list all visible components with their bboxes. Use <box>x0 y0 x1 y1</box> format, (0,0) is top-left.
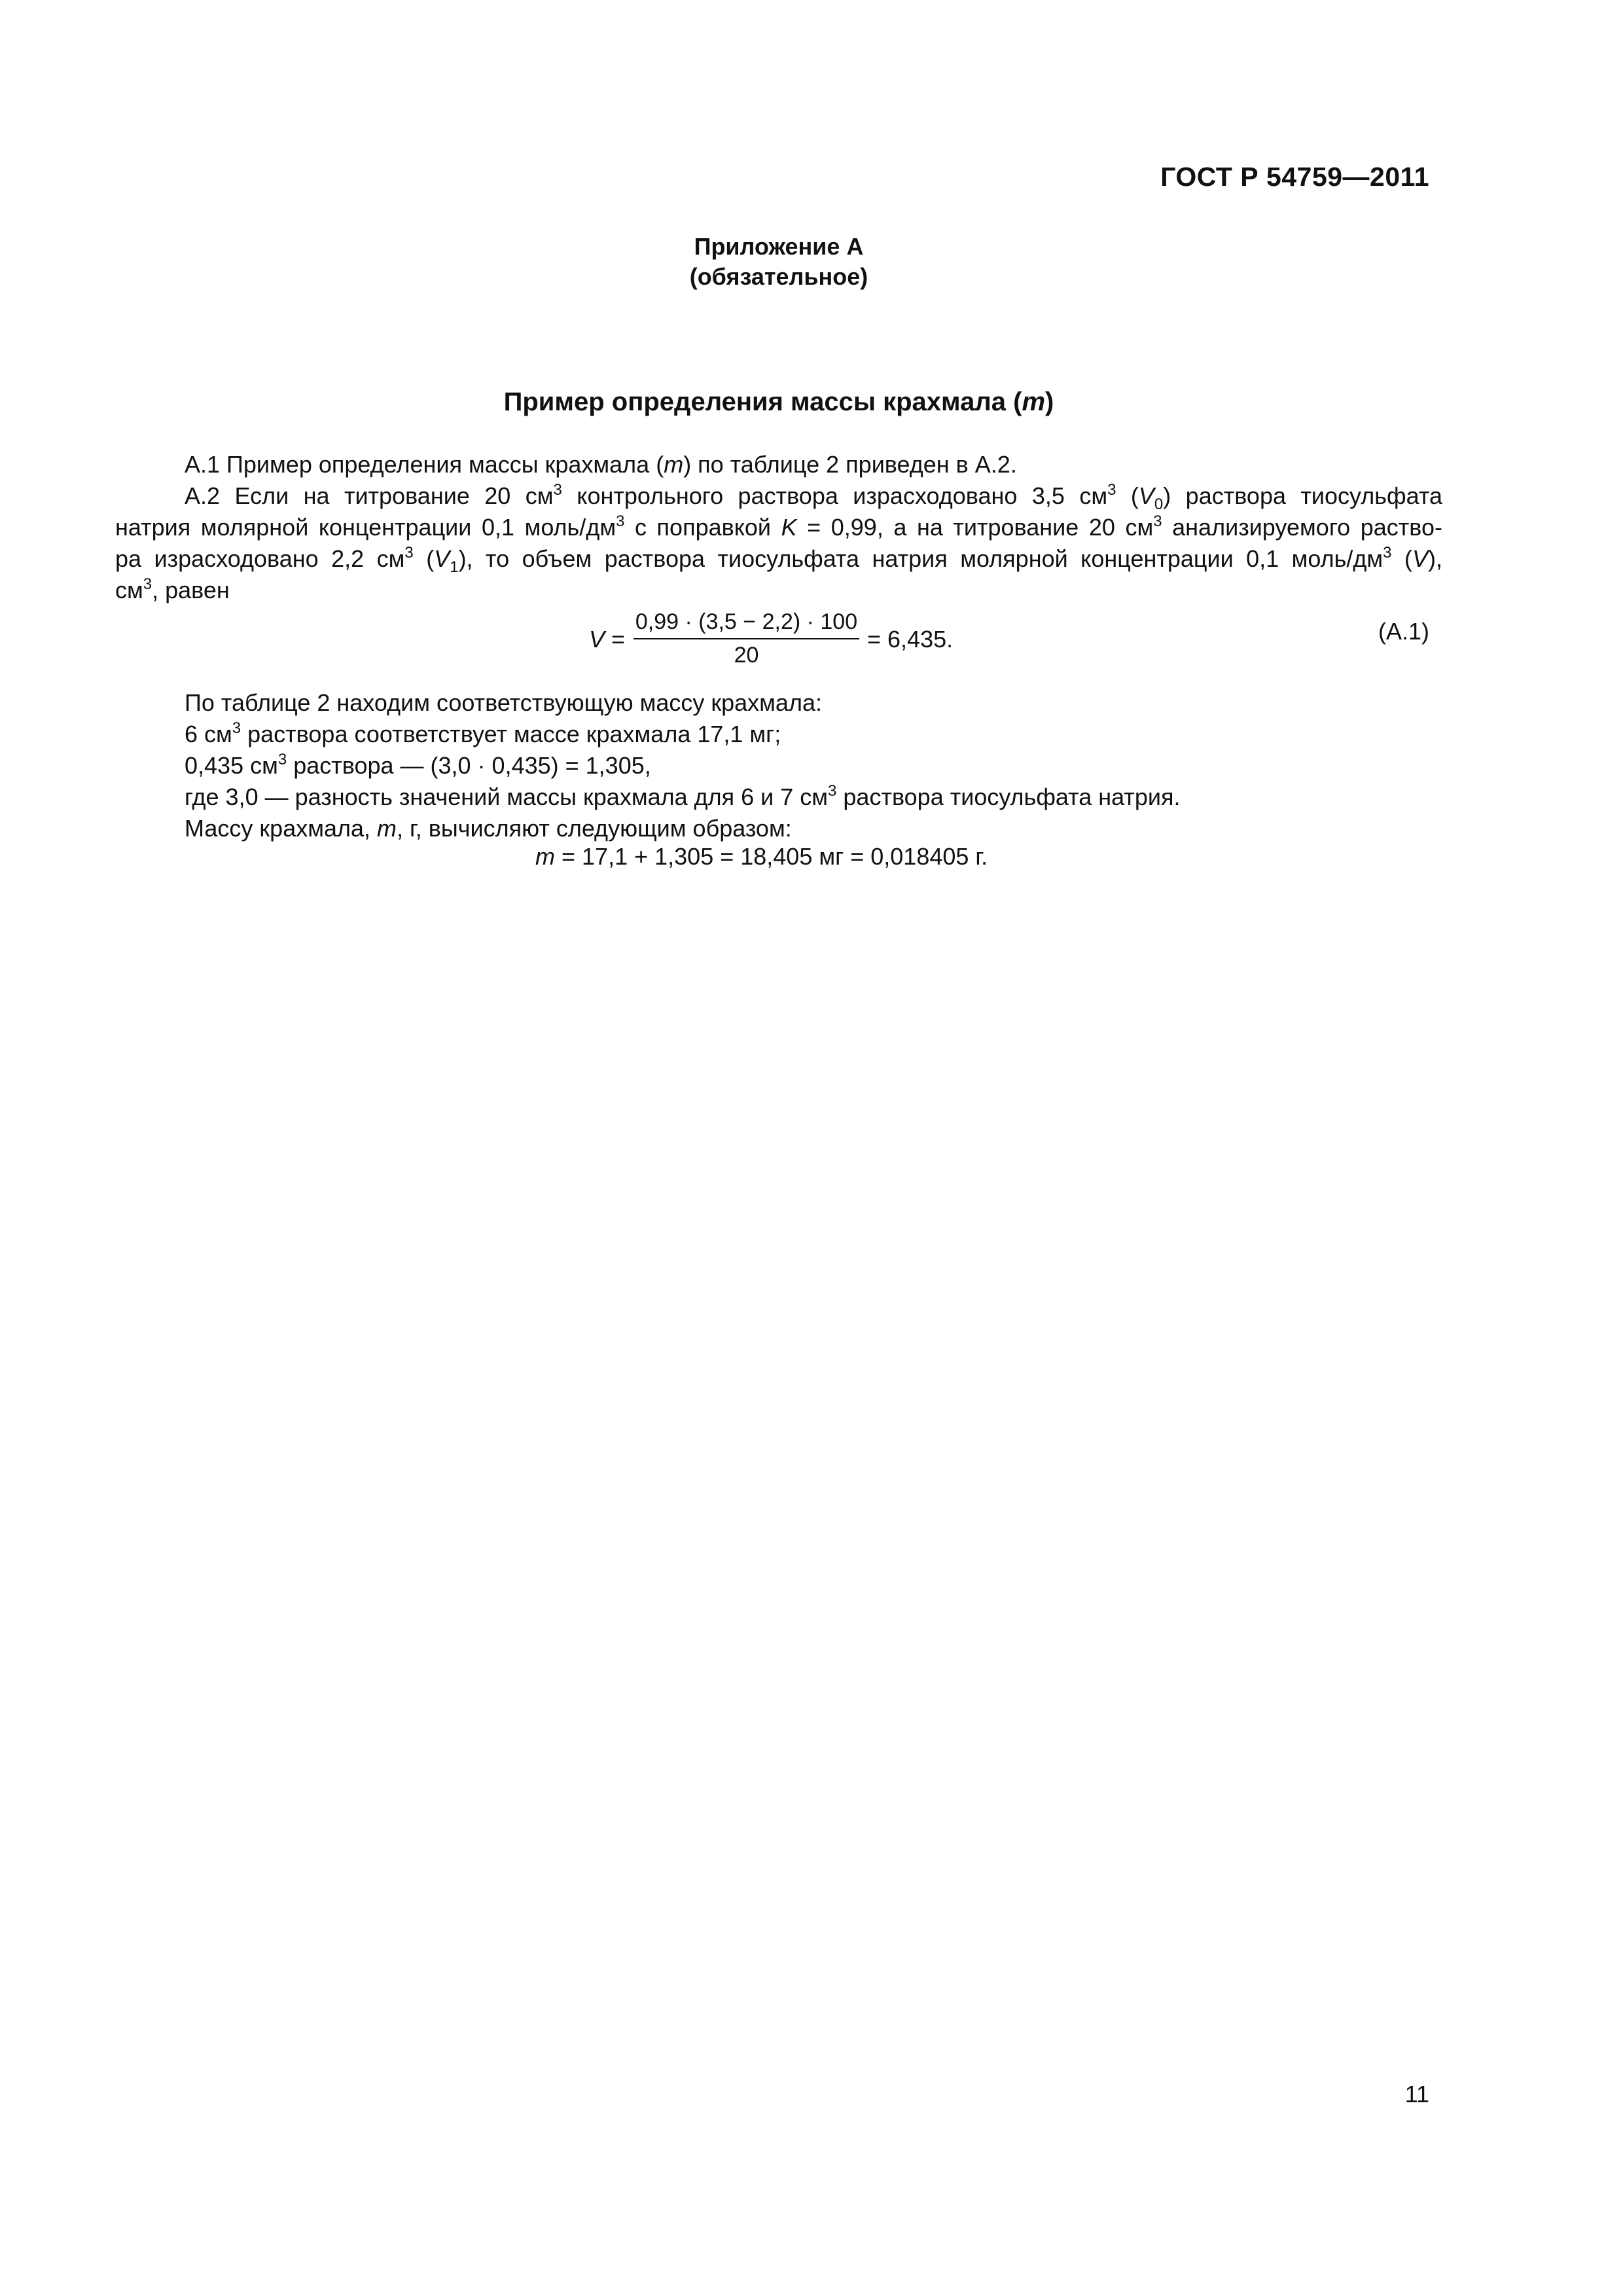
calc-line-1: По таблице 2 находим соответствующую массу крахмала: <box>185 689 822 716</box>
text: с поправкой <box>624 514 781 541</box>
text: анализируемого раство- <box>1162 514 1442 541</box>
calc-line-4 <box>185 783 1181 811</box>
variable: m <box>535 843 555 870</box>
subscript: 1 <box>450 558 459 576</box>
variable: K <box>781 514 797 541</box>
variable: V <box>1412 545 1428 572</box>
clause-a1-text-2: ) по таблице 2 приведен в А.2. <box>683 451 1017 478</box>
superscript: 3 <box>553 481 562 499</box>
annex-title: Приложение А <box>694 233 864 260</box>
section-title-text: Пример определения массы крахмала ( <box>503 387 1022 416</box>
clause-a1-text-1: А.1 Пример определения массы крахмала ( <box>185 451 664 478</box>
superscript: 3 <box>1107 481 1116 499</box>
formula-rhs: = 6,435. <box>867 626 954 653</box>
text: = <box>605 626 626 653</box>
text: ), то объем раствора тиосульфата натрия молярной концентрации 0,1 моль/дм <box>458 545 1383 572</box>
variable: V <box>1138 482 1154 509</box>
clause-a1 <box>185 450 1017 478</box>
text: = 17,1 + 1,305 = 18,405 мг = 0,018405 г. <box>555 843 988 870</box>
text: где 3,0 — разность значений массы крахмала для 6 и 7 см <box>185 783 829 810</box>
calc-line-3 <box>185 751 651 780</box>
text: ), <box>1428 545 1442 572</box>
superscript: 3 <box>277 751 287 768</box>
text: 0,435 см <box>185 752 278 779</box>
superscript: 3 <box>1153 512 1162 530</box>
text: ра израсходовано 2,2 см <box>115 545 405 572</box>
superscript: 3 <box>1383 544 1392 562</box>
text: контрольного раствора израсходовано 3,5 см <box>562 482 1108 509</box>
formula-fraction <box>633 609 859 669</box>
clause-a2-line-2 <box>115 513 1442 541</box>
text: раствора соответствует массе крахмала 17,1 мг; <box>241 721 781 747</box>
fraction-numerator: 0,99 · (3,5 − 2,2) · 100 <box>633 609 859 639</box>
superscript: 3 <box>828 782 837 800</box>
section-title-close: ) <box>1045 387 1054 416</box>
clause-a2-line-1 <box>185 481 1442 513</box>
calc-line-2 <box>185 720 781 748</box>
superscript: 3 <box>616 512 625 530</box>
text: ( <box>413 545 435 572</box>
text: , равен <box>152 577 230 603</box>
clause-a2-line-3 <box>115 544 1442 576</box>
section-title-variable: m <box>1022 387 1046 416</box>
text: ( <box>1391 545 1412 572</box>
text: ( <box>1116 482 1139 509</box>
section-title <box>0 386 1558 418</box>
final-equation <box>535 842 988 870</box>
clause-a1-variable: m <box>664 451 684 478</box>
superscript: 3 <box>232 719 241 737</box>
variable: V <box>589 626 605 653</box>
variable: V <box>434 545 450 572</box>
superscript: 3 <box>404 544 414 562</box>
fraction-denominator: 20 <box>734 642 759 668</box>
text: Массу крахмала, <box>185 815 378 842</box>
formula-lhs <box>589 625 625 653</box>
formula-number: (А.1) <box>1378 618 1429 645</box>
calc-line-5 <box>185 814 792 842</box>
subscript: 0 <box>1154 495 1164 513</box>
text: раствора — (3,0 · 0,435) = 1,305, <box>287 752 651 779</box>
text: раствора тиосульфата натрия. <box>836 783 1181 810</box>
text: 6 см <box>185 721 232 747</box>
text: см <box>115 577 143 603</box>
superscript: 3 <box>143 575 152 593</box>
page-number: 11 <box>1404 2081 1429 2108</box>
text: = 0,99, а на титрование 20 см <box>796 514 1154 541</box>
clause-a2-line-4 <box>115 576 230 604</box>
annex-status: (обязательное) <box>689 263 868 290</box>
variable: m <box>377 815 397 842</box>
text: А.2 Если на титрование 20 см <box>185 482 554 509</box>
text: ) раствора тиосульфата <box>1163 482 1442 509</box>
document-id: ГОСТ Р 54759—2011 <box>1160 162 1429 192</box>
text: , г, вычисляют следующим образом: <box>397 815 792 842</box>
text: натрия молярной концентрации 0,1 моль/дм <box>115 514 616 541</box>
